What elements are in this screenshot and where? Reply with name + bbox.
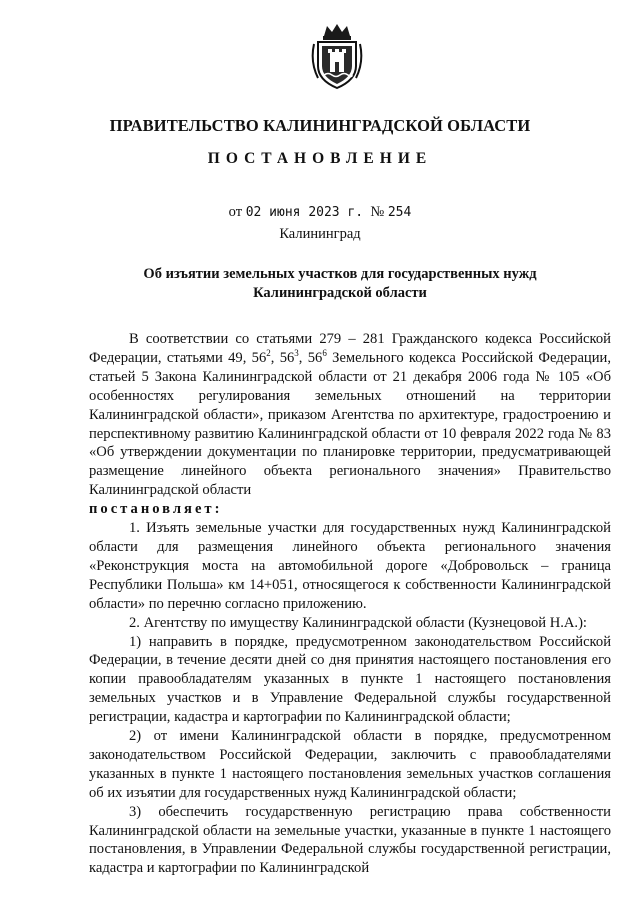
superscript: 3: [294, 348, 299, 359]
date-prefix: от: [228, 204, 243, 220]
clause-2-item-1: 1) направить в порядке, предусмотренном законодательством Российской Федерации, в течение десяти дней со дня принятия настоящего постановления его копии правообладателям указанных в пункте 1 настоящего постановления земельных участков и в Управление Федеральной службы государственной регистрации, кадастра и картографии по Калининградской области;: [89, 633, 611, 726]
date-number-line: [0, 204, 640, 221]
clause-2-item-2: 2) от имени Калининградской области в порядке, предусмотренном законодательством Российской Федерации, заключить с правообладателями указанных в пункте 1 настоящего постановления земельных участков соглашения об их изъятии для государственных нужд Калининградской области;: [89, 728, 611, 801]
superscript: 2: [266, 348, 271, 359]
superscript: 6: [322, 348, 327, 359]
subject-line-1: Об изъятии земельных участков для государственных нужд: [143, 266, 537, 282]
document-body: [89, 330, 611, 878]
preamble-text-1: В соответствии со статьями 279 – 281 Гражданского кодекса Российской Федерации, статьями 49, 56: [89, 331, 611, 366]
coat-of-arms-emblem: [310, 22, 364, 90]
document-number: 254: [387, 205, 412, 220]
preamble-text-4: Земельного кодекса Российской Федерации, статьей 5 Закона Калининградской области от 21 декабря 2006 года № 105 «Об особенностях регулирования земельных отношений на территории Калининградской области», приказом Агентства по архитектуре, градостроению и перспективному развитию Калининградской области от 10 февраля 2022 года № 83 «Об утверждении документации по планировке территории, предусматривающей размещение линейного объекта регионального значения» Правительство Калининградской области: [89, 349, 611, 499]
resolves-verb: постановляет:: [89, 501, 223, 518]
government-name: ПРАВИТЕЛЬСТВО КАЛИНИНГРАДСКОЙ ОБЛАСТИ: [109, 116, 531, 135]
city: Калининград: [279, 226, 361, 242]
clause-2: 2. Агентству по имуществу Калининградской области (Кузнецовой Н.А.):: [129, 614, 587, 631]
clause-1: 1. Изъять земельные участки для государственных нужд Калининградской области для размещения линейного объекта регионального значения «Реконструкция моста на автомобильной дороге «Добровольск – граница Республики Польша» км 14+051, относящегося к собственности Калининградской области» по перечню согласно приложению.: [89, 520, 611, 612]
number-prefix: №: [370, 204, 385, 220]
document-date: 02 июня 2023 г.: [245, 205, 364, 220]
clause-2-item-3: 3) обеспечить государственную регистрацию права собственности Калининградской области на земельные участки, указанные в пункте 1 настоящего постановления, в Управлении Федеральной службы государственной регистрации, кадастра и картографии по Калининградской: [89, 803, 611, 877]
document-subject: [100, 265, 580, 303]
resolves-word: [89, 500, 611, 519]
subject-line-2: Калининградской области: [253, 285, 427, 301]
preamble-text-3: , 56: [298, 349, 323, 366]
preamble-paragraph: [89, 330, 611, 500]
preamble-text-2: , 56: [270, 349, 295, 366]
document-type: ПОСТАНОВЛЕНИЕ: [207, 150, 433, 167]
